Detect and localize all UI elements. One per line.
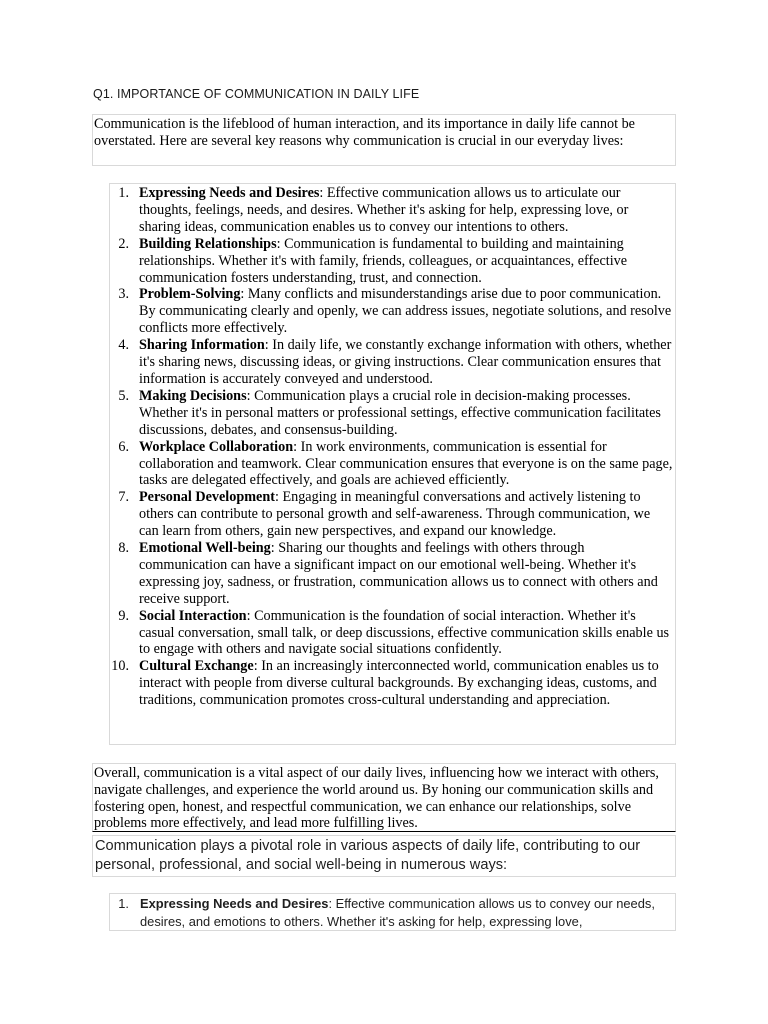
- page-heading: Q1. IMPORTANCE OF COMMUNICATION IN DAILY LIFE: [93, 87, 420, 101]
- list-item-number: 3.: [118, 286, 129, 303]
- list-item-text: : Communication is the foundation of social interaction. Whether it's casual conversation, small talk, or deep discussions, effective communication skills enable us to engage with others and navigate social situations confidently.: [139, 607, 670, 658]
- list-item-term: Workplace Collaboration: [139, 438, 294, 455]
- intro-paragraph: Communication is the lifeblood of human interaction, and its importance in daily life cannot be overstated. Here are several key reasons why communication is crucial in our everyday lives:: [92, 114, 676, 166]
- list-item-text: : Engaging in meaningful conversations and actively listening to others can contribute to personal growth and self-awareness. Through communication, we can learn from others, gain new perspectives, and expand our knowledge.: [139, 489, 651, 540]
- list-item-number: 5.: [118, 387, 129, 404]
- list-item-text: : Communication plays a crucial role in decision-making processes. Whether it's in personal matters or professional settings, effective communication facilitates discussions, debates, and consensus-building.: [139, 387, 661, 438]
- list-item-text: : Sharing our thoughts and feelings with others through communication can have a significant impact on our emotional well-being. Whether it's expressing joy, sadness, or frustration, communication allows us to connect with others and receive support.: [139, 540, 658, 607]
- list-item: [110, 236, 673, 287]
- list-item: [110, 489, 673, 540]
- list-item: [110, 658, 673, 709]
- list-item-term: Making Decisions: [139, 387, 247, 404]
- list-item-text: : Effective communication allows us to articulate our thoughts, feelings, needs, and desires. Whether it's asking for help, expressing love, or sharing ideas, communication enables us to convey our intentions to others.: [139, 185, 629, 235]
- list-item-term: Expressing Needs and Desires: [139, 185, 320, 201]
- second-list-box: [109, 893, 676, 931]
- list-item-text: : Communication is fundamental to building and maintaining relationships. Whether it's with family, friends, colleagues, or acquaintances, effective communication fosters understanding, trust, and connection.: [139, 235, 628, 286]
- list-item-number: 9.: [118, 607, 129, 624]
- list-item-text: : In daily life, we constantly exchange information with others, whether it's sharing news, discussing ideas, or giving instructions. Clear communication ensures that information is accurately conveyed and understood.: [139, 337, 672, 387]
- list-item-text: : In work environments, communication is essential for collaboration and teamwork. Clear communication ensures that everyone is on the same page, tasks are delegated effectively, and goals are achieved efficiently.: [139, 438, 673, 489]
- reasons-list: [110, 185, 673, 709]
- list-item-text: : Effective communication allows us to convey our needs, desires, and emotions to others. Whether it's asking for help, expressing love,: [140, 896, 655, 929]
- list-item-term: Emotional Well-being: [139, 540, 271, 557]
- list-item-text: : In an increasingly interconnected world, communication enables us to interact with people from diverse cultural backgrounds. By exchanging ideas, customs, and traditions, communication promotes cross-cultural understanding and appreciation.: [139, 658, 659, 709]
- list-item: [110, 337, 673, 388]
- list-item: [110, 540, 673, 608]
- list-item-term: Problem-Solving: [139, 286, 241, 303]
- list-item-text: : Many conflicts and misunderstandings arise due to poor communication. By communicating clearly and openly, we can address issues, negotiate solutions, and resolve conflicts more effectively.: [139, 286, 672, 337]
- reasons-list-box: [109, 183, 676, 745]
- second-intro-paragraph: Communication plays a pivotal role in various aspects of daily life, contributing to our personal, professional, and social well-being in numerous ways:: [92, 835, 676, 877]
- list-item-number: 1.: [118, 896, 129, 911]
- list-item: [110, 439, 673, 490]
- list-item-number: 4.: [118, 337, 129, 354]
- list-item-number: 1.: [118, 185, 129, 201]
- list-item-number: 6.: [118, 438, 129, 455]
- list-item-number: 8.: [118, 540, 129, 557]
- second-list: [110, 895, 673, 931]
- list-item-term: Cultural Exchange: [139, 658, 254, 675]
- list-item-term: Expressing Needs and Desires: [140, 896, 329, 911]
- list-item: [110, 388, 673, 439]
- list-item: [110, 895, 673, 931]
- list-item-number: 2.: [118, 235, 129, 252]
- list-item: [110, 608, 673, 659]
- list-item-term: Personal Development: [139, 489, 275, 506]
- list-item-number: 10.: [111, 658, 129, 675]
- list-item-term: Sharing Information: [139, 337, 265, 354]
- list-item-term: Social Interaction: [139, 607, 247, 624]
- list-item: [110, 185, 673, 236]
- list-item: [110, 286, 673, 337]
- overall-paragraph: Overall, communication is a vital aspect of our daily lives, influencing how we interact with others, navigate challenges, and experience the world around us. By honing our communication skills and fostering open, honest, and respectful communication, we can enhance our relationships, solve problems more effectively, and lead more fulfilling lives.: [92, 763, 676, 832]
- list-item-term: Building Relationships: [139, 235, 277, 252]
- list-item-number: 7.: [118, 489, 129, 506]
